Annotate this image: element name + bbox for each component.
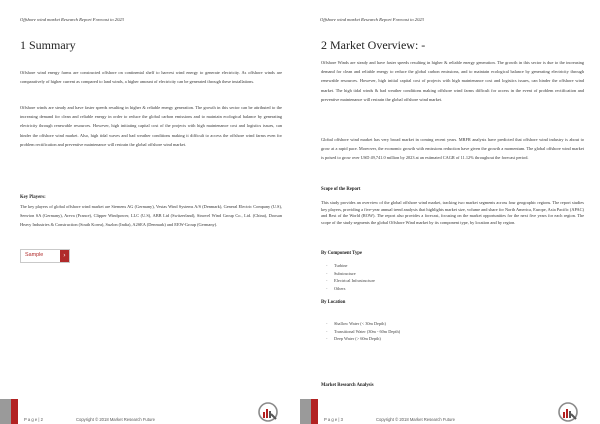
overview-paragraph-1: Offshore Winds are steady and have faster speeds resulting in higher & reliable energy generation. The growth in this sector is due to the increasing demand for clean and reliable energy to reduce the global carbon emissions, and to maintain ecological balance by generating electricity through renewable resources. However, high initial capital cost of projects with high maintenance cost and logistics issues, can hinder the offshore wind market. The high tidal winds & bad weather conditions making offshore wind farms difficult for access in the event of problem rectification and preventive maintenance will restrain the global offshore wind market. (321, 60, 584, 102)
copyright-text: Copyright © 2018 Market Research Future (376, 417, 455, 422)
key-players-heading: Key Players: (20, 195, 46, 200)
chevron-right-icon: › (60, 250, 69, 262)
list-item: - Others (334, 285, 375, 293)
section-title-market-overview: 2 Market Overview: - (321, 38, 426, 52)
report-page-3 (300, 0, 600, 424)
page-footer (0, 399, 300, 424)
key-players-text: The key players of global offshore wind market are Siemens AG (Germany), Vestas Wind Systems A/S (Denmark), General Electric Company (U.S), Senvion SA (Germany), Areva (France), Clipper Windpower, LLC (U.S), ABB Ltd (Switzerland), Sinovel Wind Group Co., Ltd. (China), Doosan Heavy Industries & Construction (South Korea), Suzlon (India), A2SEA (Denmark) and EEW-Group (Germany). (20, 204, 282, 228)
footer-red-bar (311, 399, 318, 424)
summary-paragraph-1: Offshore wind energy farms are constructed offshore on continental shelf to harvest wind energy to generate electricity. As offshore winds are comparatively of higher current as compared to land winds, a higher amount of electricity can be generated through these installations. (20, 70, 282, 85)
section-title-summary: 1 Summary (20, 38, 76, 52)
footer-gray-bar (300, 399, 311, 424)
scope-text: This study provides an overview of the global offshore wind market, tracking two market segments across four geographic regions. The report studies key players, providing a five-year annual trend analysis that highlights market size, volume and share for North America, Europe, Asia Pacific (APAC) and Rest of the World (ROW). The report also provides a forecast, focusing on the market opportunities for the next five years for each region. The scope of the study segments the global Offshore Wind market by its component type, by location and by region. (321, 200, 584, 225)
sample-button[interactable] (20, 249, 70, 263)
page-header: Offshore wind market Research Report Forecast to 2023 (320, 17, 424, 22)
list-item: - Shallow Water (< 30m Depth) (334, 320, 400, 328)
footer-red-bar (11, 399, 18, 424)
location-heading: By Location (321, 300, 346, 305)
footer-gray-bar (0, 399, 11, 424)
page-footer (300, 399, 600, 424)
component-type-heading: By Component Type (321, 251, 362, 256)
page-number: P a g e | 2 (24, 417, 43, 422)
mrf-logo-icon (558, 402, 578, 422)
scope-heading: Scope of the Report (321, 187, 361, 192)
list-item: - Transitional Water (30m - 60m Depth) (334, 328, 400, 336)
list-item: - Substructure (334, 270, 375, 278)
market-research-analysis-heading: Market Research Analysis (321, 383, 374, 388)
summary-paragraph-2: Offshore winds are steady and have faster speeds resulting in higher & reliable energy generation. The growth in this sector can be attributed to the increasing demand for clean and reliable energy in order to reduce the global carbon emissions and to maintain ecological balance by generating electricity through renewable resources. However, high initiating capital cost of the projects with high maintenance cost and logistics issues, can hinder the offshore wind market. Also, high tidal waves and bad weather conditions making it difficult to access the offshore wind farms even for problem rectification and preventive maintenance will restrain the global offshore wind market. (20, 105, 282, 147)
page-header: Offshore wind market Research Report Forecast to 2023 (20, 17, 124, 22)
copyright-text: Copyright © 2018 Market Research Future (76, 417, 155, 422)
location-list (334, 320, 400, 343)
sample-button-label: Sample (25, 252, 44, 258)
overview-paragraph-2: Global offshore wind market has very broad market in coming recent years. MRFR analysts have predicted that offshore wind industry is about to grow at a rapid pace. Moreover, the economic growth with emissions reduction have given the growth a momentum. The global offshore wind market is poised to grow over USD 49,741.0 million by 2023 at an estimated CAGR of 11.12% throughout the forecast period. (321, 137, 584, 161)
list-item: - Turbine (334, 262, 375, 270)
list-item: - Deep Water (> 60m Depth) (334, 335, 400, 343)
page-number: P a g e | 3 (324, 417, 343, 422)
mrf-logo-icon (258, 402, 278, 422)
component-type-list (334, 262, 375, 292)
list-item: - Electrical Infrastructure (334, 277, 375, 285)
